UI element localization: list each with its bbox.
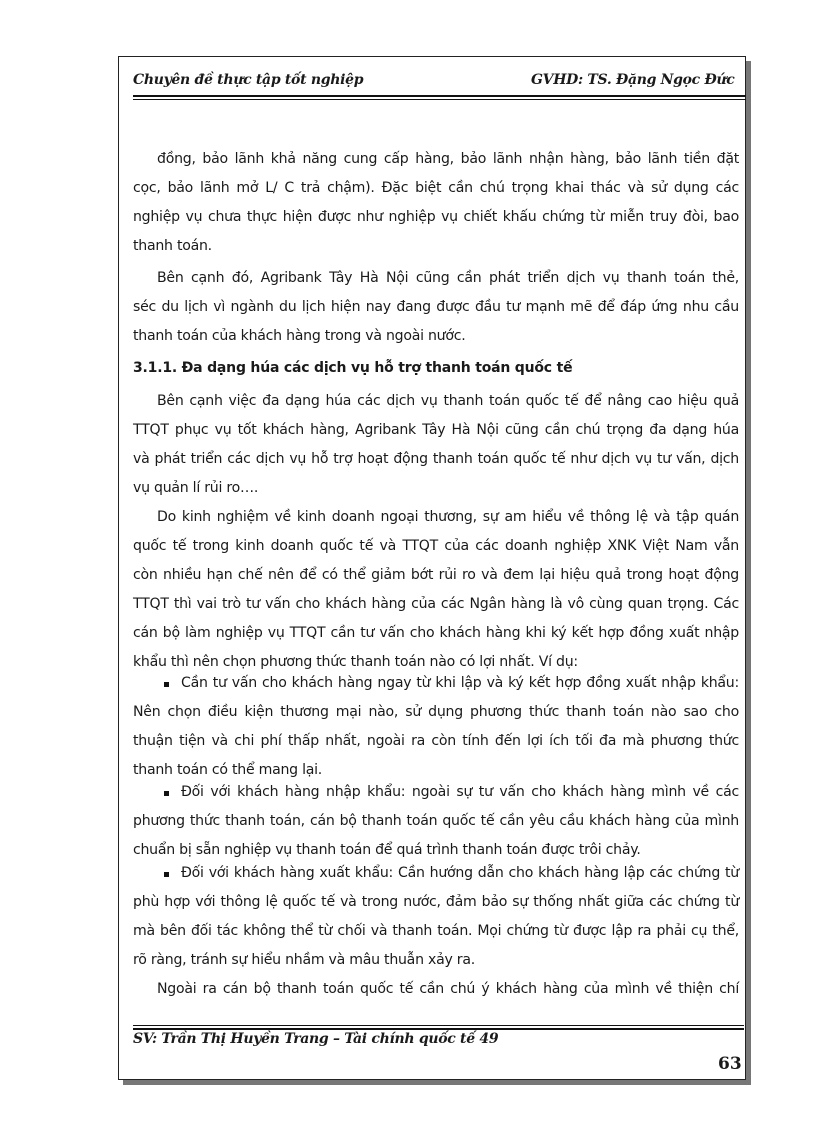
- footer-rule-thin: [133, 1025, 744, 1026]
- bullet-line: Nên chọn điều kiện thương mại nào, sử dụng phương thức thanh toán nào sao cho: [133, 704, 739, 720]
- bullet-line: Đối với khách hàng nhập khẩu: ngoài sự tư vấn cho khách hàng mình về các: [181, 784, 739, 800]
- header-rule-thin: [133, 99, 746, 100]
- paragraph-line: vụ quản lí rủi ro….: [133, 480, 259, 496]
- paragraph-line: TTQT phục vụ tốt khách hàng, Agribank Tây Hà Nội cũng cần chú trọng đa dạng húa: [133, 422, 739, 438]
- header-title: Chuyên đề thực tập tốt nghiệp: [133, 72, 364, 88]
- bullet-line: chuẩn bị sẵn nghiệp vụ thanh toán để quá trình thanh toán được trôi chảy.: [133, 842, 641, 858]
- paragraph-line: và phát triển các dịch vụ hỗ trợ hoạt động thanh toán quốc tế như dịch vụ tư vấn, dịch: [133, 451, 739, 467]
- paragraph-line: séc du lịch vì ngành du lịch hiện nay đang được đầu tư mạnh mẽ để đáp ứng nhu cầu: [133, 299, 739, 315]
- bullet-line: mà bên đối tác không thể từ chối và thanh toán. Mọi chứng từ được lập ra phải cụ thể,: [133, 923, 739, 939]
- paragraph-line: TTQT thì vai trò tư vấn cho khách hàng của các Ngân hàng là vô cùng quan trọng. Các: [133, 596, 739, 612]
- paragraph-line: nghiệp vụ chưa thực hiện được như nghiệp vụ chiết khấu chứng từ miễn truy đòi, bao: [133, 209, 739, 225]
- paragraph-line: Bên cạnh việc đa dạng húa các dịch vụ thanh toán quốc tế để nâng cao hiệu quả: [157, 393, 739, 409]
- paragraph-line: khẩu thì nên chọn phương thức thanh toán nào có lợi nhất. Ví dụ:: [133, 654, 578, 670]
- bullet-line: Đối với khách hàng xuất khẩu: Cần hướng dẫn cho khách hàng lập các chứng từ: [181, 865, 739, 881]
- paragraph-line: cọc, bảo lãnh mở L/ C trả chậm). Đặc biệt cần chú trọng khai thác và sử dụng các: [133, 180, 739, 196]
- paragraph-line: thanh toán của khách hàng trong và ngoài nước.: [133, 328, 466, 344]
- paragraph-line: còn nhiều hạn chế nên để có thể giảm bớt rủi ro và đem lại hiệu quả trong hoạt động: [133, 567, 739, 583]
- paragraph-line: cán bộ làm nghiệp vụ TTQT cần tư vấn cho khách hàng khi ký kết hợp đồng xuất nhập: [133, 625, 739, 641]
- paragraph-line: Do kinh nghiệm về kinh doanh ngoại thương, sự am hiểu về thông lệ và tập quán: [157, 509, 739, 525]
- section-heading: 3.1.1. Đa dạng húa các dịch vụ hỗ trợ thanh toán quốc tế: [133, 360, 573, 376]
- header-rule: [133, 95, 746, 97]
- footer-rule: [133, 1028, 744, 1030]
- bullet-line: thanh toán có thể mang lại.: [133, 762, 323, 778]
- paragraph-line: Bên cạnh đó, Agribank Tây Hà Nội cũng cần phát triển dịch vụ thanh toán thẻ,: [157, 270, 739, 286]
- bullet-line: Cần tư vấn cho khách hàng ngay từ khi lập và ký kết hợp đồng xuất nhập khẩu:: [181, 675, 739, 691]
- paragraph-line: đồng, bảo lãnh khả năng cung cấp hàng, bảo lãnh nhận hàng, bảo lãnh tiền đặt: [157, 151, 739, 167]
- page-number: 63: [718, 1054, 742, 1074]
- bullet-line: phù hợp với thông lệ quốc tế và trong nước, đảm bảo sự thống nhất giữa các chứng từ: [133, 894, 739, 910]
- paragraph-line: Ngoài ra cán bộ thanh toán quốc tế cần chú ý khách hàng của mình về thiện chí: [157, 981, 739, 997]
- paragraph-line: quốc tế trong kinh doanh quốc tế và TTQT của các doanh nghiệp XNK Việt Nam vẫn: [133, 538, 739, 554]
- footer-student: SV: Trần Thị Huyền Trang – Tài chính quốc tế 49: [133, 1031, 499, 1047]
- paragraph-line: thanh toán.: [133, 238, 212, 254]
- bullet-square: [164, 682, 169, 687]
- bullet-line: thuận tiện và chi phí thấp nhất, ngoài ra còn tính đến lợi ích tối đa mà phương thức: [133, 733, 739, 749]
- bullet-square: [164, 872, 169, 877]
- bullet-square: [164, 791, 169, 796]
- bullet-line: phương thức thanh toán, cán bộ thanh toán quốc tế cần yêu cầu khách hàng của mình: [133, 813, 739, 829]
- bullet-line: rõ ràng, tránh sự hiểu nhầm và mâu thuẫn xảy ra.: [133, 952, 475, 968]
- header-supervisor: GVHD: TS. Đặng Ngọc Đức: [531, 72, 735, 88]
